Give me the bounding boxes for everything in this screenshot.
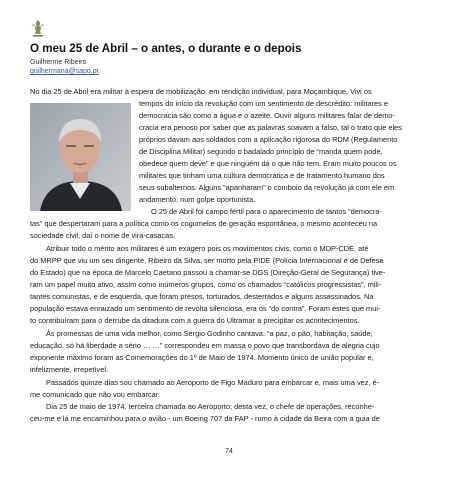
- text-line: to contribuíram para o derrube da ditadura com a guerra do Ultramar a precipitar os acontecimentos.: [30, 316, 360, 325]
- text-line: próprios davam aos soldados com a aplicação rigorosa do RDM (Regulamento: [139, 135, 398, 144]
- text-line: de Disciplina Militar) segundo o badalado princípio de “manda quem pode,: [139, 147, 383, 156]
- text-line: tantes comunistas, e de esquerda, que foram presos, torturados, desterrados e alguns assassinados. Na: [30, 292, 374, 301]
- text-line: tempos do início da revolução com um sentimento de descrédito: militares e: [139, 99, 388, 108]
- text-line: No dia 25 de Abril era militar à espera de mobilização, em rendição individual, para Moçambique. Vivi os: [30, 87, 372, 96]
- author-portrait-image: [30, 103, 131, 211]
- text-line: democracia são como a água e o azeite. Ouvir alguns militares falar de demo-: [139, 111, 395, 120]
- text-line: do Estado) que na época de Marcelo Caetano passou a chamar-se DGS (Direção-Geral de Segurança) tive-: [30, 268, 386, 277]
- text-line: exponente máximo foram as Comemorações do 1º de Maio de 1974. Momento único de união popular e,: [30, 353, 374, 362]
- text-line: população estava enraizado um sentimento de revolta silenciosa, era os “do contra”. Foram estes que mui-: [30, 304, 381, 313]
- text-line: Às promessas de uma vida melhor, como Sérgio Godinho cantava: “a paz, o pão, habitação, saúde,: [46, 329, 373, 338]
- text-line: Passados quinze dias sou chamado ao Aeroporto de Figo Maduro para embarcar e, mais uma vez, é-: [46, 378, 380, 387]
- page-number: 74: [225, 448, 233, 455]
- article-title: O meu 25 de Abril – o antes, o durante e o depois: [30, 42, 302, 55]
- text-line: me comunicado que não vou embarcar.: [30, 390, 160, 399]
- text-line: andamento, num golpe oportunista.: [139, 195, 256, 204]
- heraldic-emblem-icon: [30, 18, 46, 38]
- text-line: O 25 de Abril foi campo fértil para o aparecimento de tantos “democra-: [151, 207, 382, 216]
- text-line: Atribuir todo o mérito aos militares é um exagero pois os movimentos civis, como o MDP-CDE, até: [46, 244, 369, 253]
- text-line: seus subalternos. Alguns “apanharam” o comboio da revolução já com ele em: [139, 183, 395, 192]
- author-email-link[interactable]: guilhermana@sapo.pt: [30, 68, 99, 75]
- text-line: militares que tinham uma cultura democrática e de tratamento humano dos: [139, 171, 385, 180]
- text-line: Dia 25 de maio de 1974, terceira chamada ao Aeroporto; desta vez, o chefe de operações, reconhe-: [46, 402, 375, 411]
- text-line: tas” que despertaram para a política como os cogumelos de geração espontânea, o mesmo aconteceu na: [30, 219, 378, 228]
- author-photo: [30, 103, 131, 211]
- author-name: Guilherme Ribeiro: [30, 59, 87, 66]
- text-line: ceu-me e lá me encaminhou para o avião - um Boeing 707 da FAP - rumo à cidade da Beira com a guia de: [30, 414, 380, 423]
- text-line: infelizmente, irrepetível.: [30, 365, 109, 374]
- text-line: educação, só há liberdade a sério … …” correspondeu em massa o povo que transbordava de alegria cujo: [30, 341, 380, 350]
- text-line: cracia era penoso por saber que as palavras soavam a falso, tal o trato que eles: [139, 123, 402, 132]
- text-line: ram um papel muito ativo, assim como inúmeros grupos, como os chamados “católicos progressistas”, mili-: [30, 280, 382, 289]
- text-line: obedece quem deve” e que ninguém dá o que não tem. Eram muito poucos os: [139, 159, 397, 168]
- text-line: do MRPP que viu um seu dirigente, Ribeiro da Silva, ser morto pela PIDE (Polícia Internacional e de Defesa: [30, 256, 384, 265]
- text-line: sociedade civil, daí o nome de vira-casacas.: [30, 231, 176, 240]
